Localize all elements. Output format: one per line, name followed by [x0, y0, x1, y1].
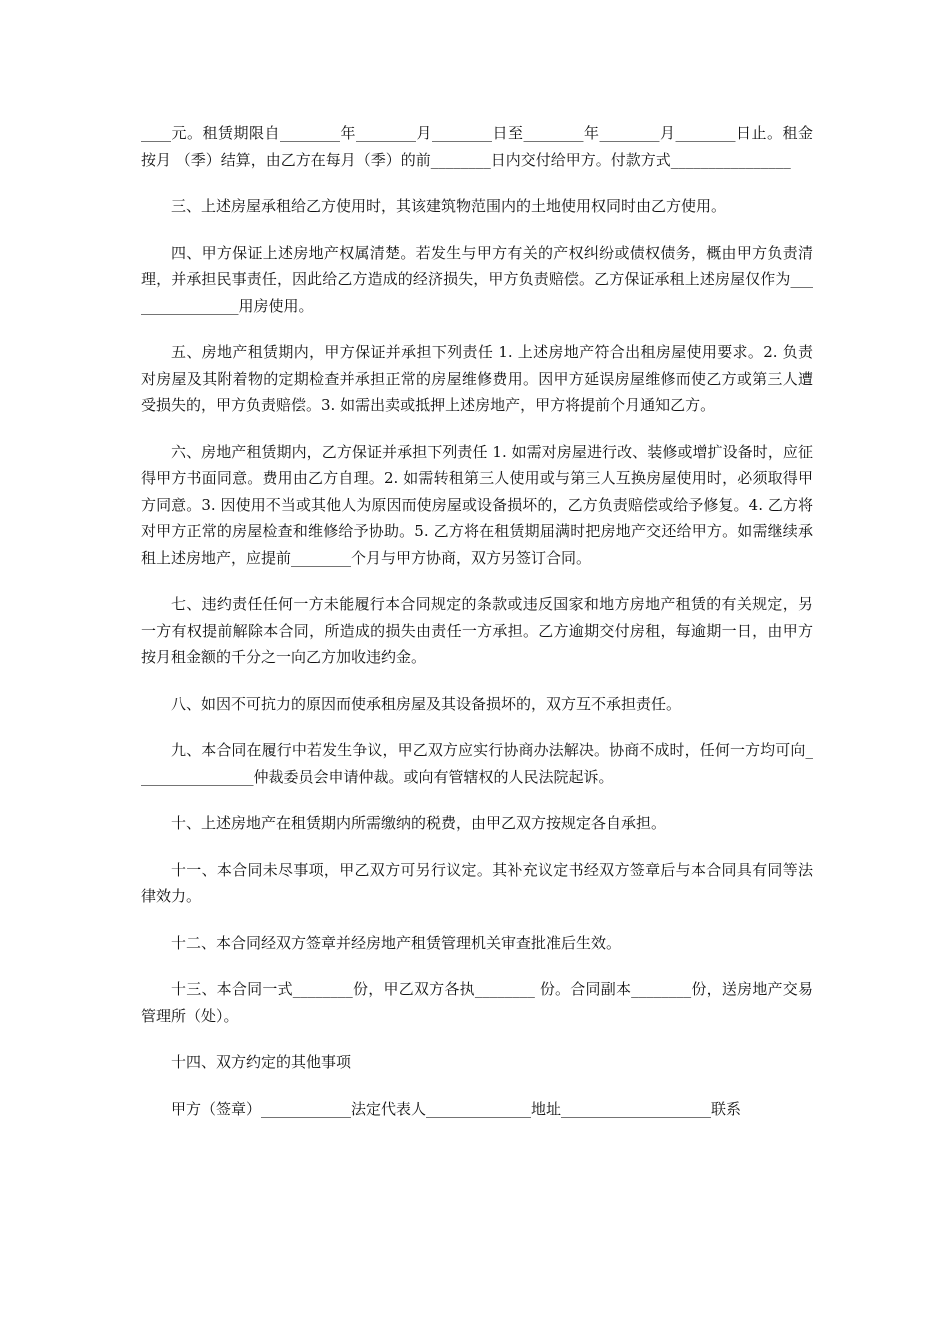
paragraph-clause-3-land-use: 三、上述房屋承租给乙方使用时，其该建筑物范围内的土地使用权同时由乙方使用。	[171, 197, 727, 215]
paragraph-clause-8-force-majeure: 八、如因不可抗力的原因而使承租房屋及其设备损坏的，双方互不承担责任。	[171, 694, 682, 713]
paragraph-clause-12-effectiveness: 十二、本合同经双方签章并经房地产租赁管理机关审查批准后生效。	[171, 933, 622, 952]
paragraph-clause-13-copies: 十三、本合同一式________份，甲乙双方各执________ 份。合同副本________份，送房地产交易管理所（处）。	[141, 980, 813, 1025]
paragraph-signature-line: 甲方（签章）____________法定代表人______________地址____________________联系	[171, 1099, 742, 1118]
paragraph-clause-14-other-matters: 十四、双方约定的其他事项	[171, 1053, 352, 1071]
paragraph-clause-6-lessee-duties: 六、房地产租赁期内，乙方保证并承担下列责任 1. 如需对房屋进行改、装修或增扩设备时，应征得甲方书面同意。费用由乙方自理。2. 如需转租第三人使用或与第三人互换房屋使用时，必须取得甲方同意。3. 因使用不当或其他人为原因而使房屋或设备损坏的，乙方负责赔偿或给予修复。4. 乙方将对甲方正常的房屋检查和维修给予协助。5. 乙方将在租赁期届满时把房地产交还给甲方。如需继续承租上述房地产，应提前________个月与甲方协商，双方另签订合同。	[141, 442, 813, 567]
paragraph-clause-10-taxes: 十、上述房地产在租赁期内所需缴纳的税费，由甲乙双方按规定各自承担。	[171, 814, 667, 832]
paragraph-clause-11-supplements: 十一、本合同未尽事项，甲乙双方可另行议定。其补充议定书经双方签章后与本合同具有同等法律效力。	[141, 860, 813, 905]
contract-page	[141, 120, 813, 1142]
paragraph-clause-7-liability: 七、违约责任任何一方未能履行本合同规定的条款或违反国家和地方房地产租赁的有关规定，另一方有权提前解除本合同，所造成的损失由责任一方承担。乙方逾期交付房租，每逾期一日，由甲方按月租金额的千分之一向乙方加收违约金。	[141, 595, 813, 666]
paragraph-clause-4-property-rights: 四、甲方保证上述房地产权属清楚。若发生与甲方有关的产权纠纷或债权债务，概由甲方负责清理，并承担民事责任，因此给乙方造成的经济损失，甲方负责赔偿。乙方保证承租上述房屋仅作为________________用房使用。	[141, 243, 813, 315]
paragraph-clause-5-lessor-duties: 五、房地产租赁期内，甲方保证并承担下列责任 1. 上述房地产符合出租房屋使用要求。2. 负责对房屋及其附着物的定期检查并承担正常的房屋维修费用。因甲方延误房屋维修而使乙方或第三人遭受损失的，甲方负责赔偿。3. 如需出卖或抵押上述房地产，甲方将提前个月通知乙方。	[141, 343, 813, 414]
paragraph-rent-term: ____元。租赁期限自________年________月________日至________年________月________日止。租金按月 （季）结算，由乙方在每月（季）的前________日内交付给甲方。付款方式________________	[141, 124, 813, 169]
paragraph-clause-9-disputes: 九、本合同在履行中若发生争议，甲乙双方应实行协商办法解决。协商不成时，任何一方均可向________________仲裁委员会申请仲裁。或向有管辖权的人民法院起诉。	[141, 741, 813, 786]
